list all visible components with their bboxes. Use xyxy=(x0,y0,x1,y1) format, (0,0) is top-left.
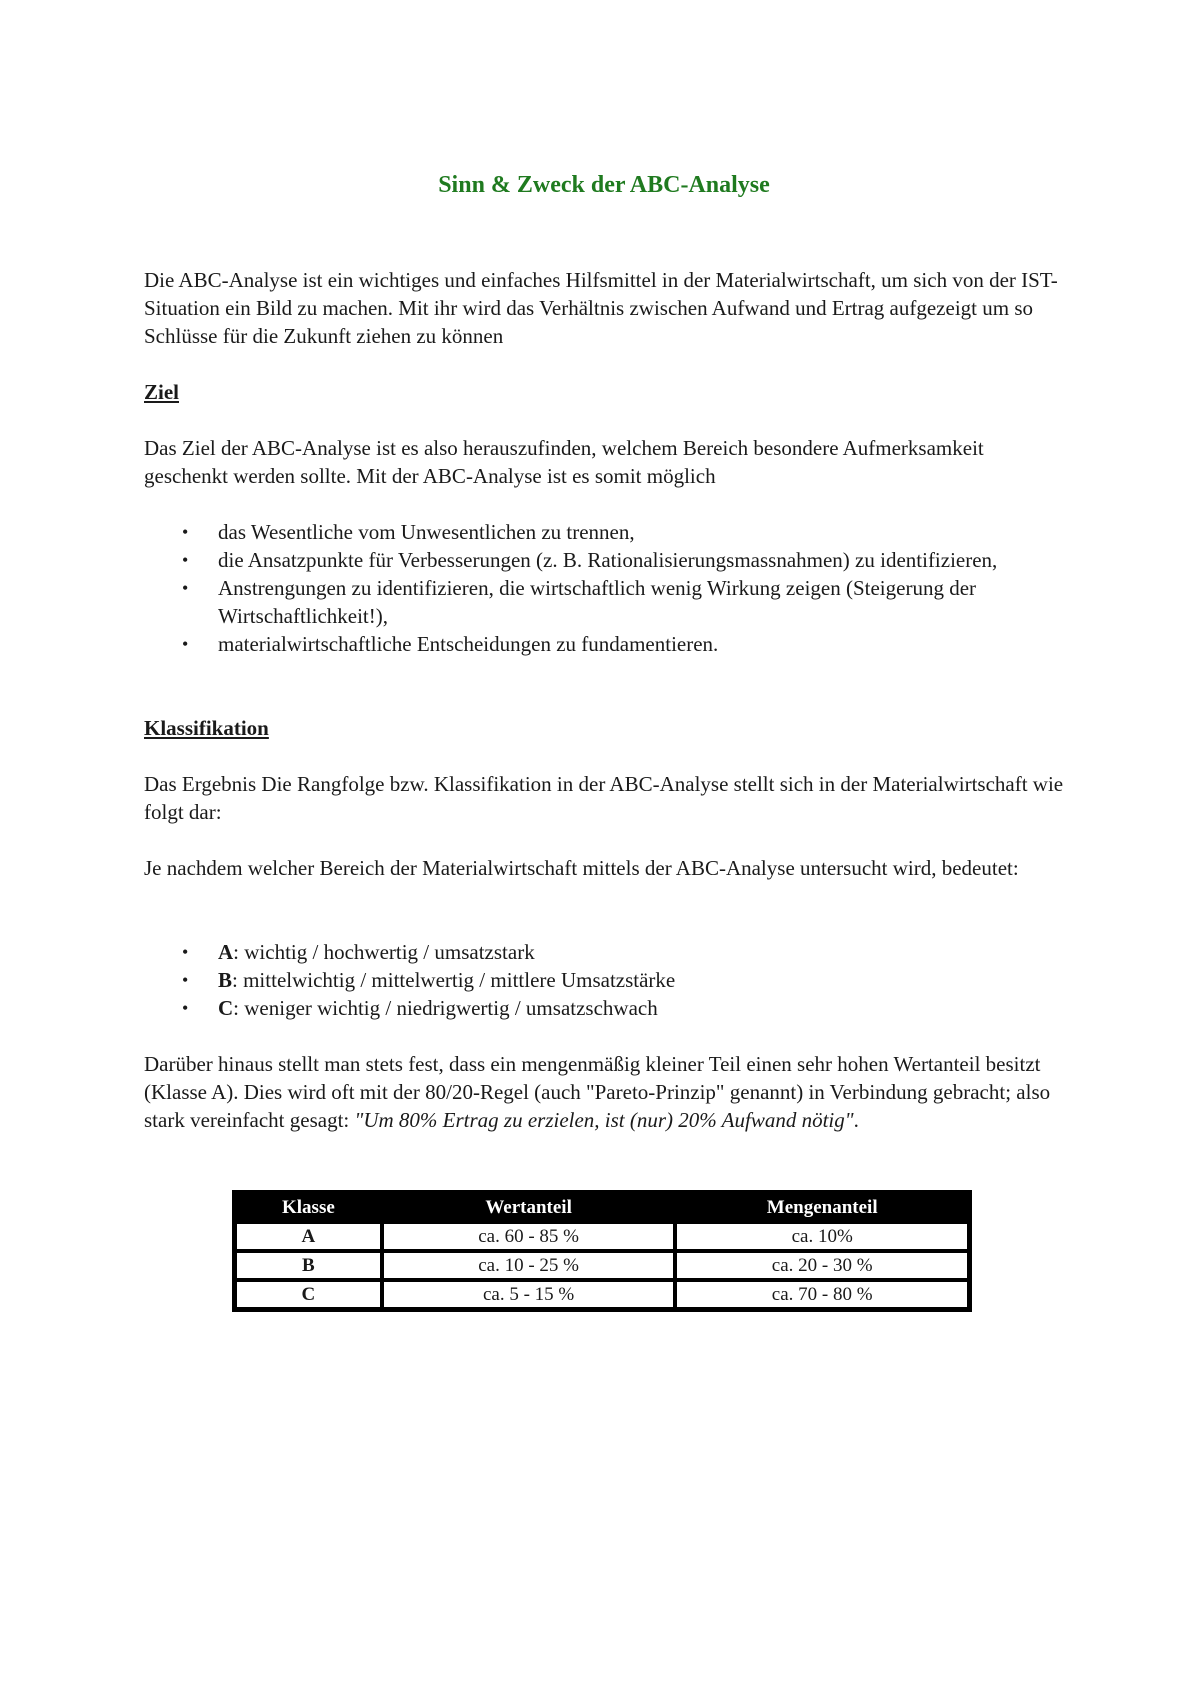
list-item-text: Anstrengungen zu identifizieren, die wirtschaftlich wenig Wirkung zeigen (Steigerung der Wirtschaftlichkeit!), xyxy=(218,576,977,628)
bullet-icon: • xyxy=(182,522,189,542)
list-item xyxy=(144,546,1064,574)
list-item xyxy=(144,994,1064,1022)
table-header-row xyxy=(235,1193,969,1222)
section-heading-klassifikation: Klassifikation xyxy=(144,716,269,740)
table-cell-mengenanteil: ca. 10% xyxy=(675,1222,969,1251)
table-cell-klasse: C xyxy=(235,1280,382,1309)
section-heading-ziel: Ziel xyxy=(144,380,179,404)
pareto-paragraph xyxy=(144,1050,1064,1134)
table-cell-klasse: A xyxy=(235,1222,382,1251)
list-item-text: die Ansatzpunkte für Verbesserungen (z. B. Rationalisierungsmassnahmen) zu identifizieren, xyxy=(218,548,998,572)
class-description: : wichtig / hochwertig / umsatzstark xyxy=(233,940,535,964)
table-header-wertanteil: Wertanteil xyxy=(382,1193,676,1222)
abc-table xyxy=(232,1190,972,1312)
pareto-end: . xyxy=(853,1108,859,1132)
pareto-text: Darüber hinaus stellt man stets fest, dass ein mengenmäßig kleiner Teil einen sehr hohen Wertanteil besitzt (Klasse A). Dies wird oft mit der 80/20-Regel (auch "Pareto-Prinzip" genannt) in Verbindung gebracht; also stark vereinfacht gesagt: xyxy=(144,1052,1051,1132)
table-cell-mengenanteil: ca. 70 - 80 % xyxy=(675,1280,969,1309)
table-row xyxy=(235,1251,969,1280)
document-title: Sinn & Zweck der ABC-Analyse xyxy=(438,172,770,198)
list-item-text: materialwirtschaftliche Entscheidungen zu fundamentieren. xyxy=(218,632,719,656)
list-item xyxy=(144,966,1064,994)
ziel-paragraph: Das Ziel der ABC-Analyse ist es also herauszufinden, welchem Bereich besondere Aufmerksamkeit geschenkt werden sollte. Mit der ABC-Analyse ist es somit möglich xyxy=(144,436,984,488)
class-key: C xyxy=(218,996,234,1020)
klassifikation-paragraph-2: Je nachdem welcher Bereich der Materialwirtschaft mittels der ABC-Analyse untersucht wird, bedeutet: xyxy=(144,856,1019,880)
intro-paragraph: Die ABC-Analyse ist ein wichtiges und einfaches Hilfsmittel in der Materialwirtschaft, um sich von der IST-Situation ein Bild zu machen. Mit ihr wird das Verhältnis zwischen Aufwand und Ertrag aufgezeigt um so Schlüsse für die Zukunft ziehen zu können xyxy=(144,268,1058,348)
list-item xyxy=(144,630,1064,658)
bullet-icon: • xyxy=(182,942,189,962)
table-cell-wertanteil: ca. 60 - 85 % xyxy=(382,1222,676,1251)
bullet-icon: • xyxy=(182,998,189,1018)
table-cell-wertanteil: ca. 5 - 15 % xyxy=(382,1280,676,1309)
list-item xyxy=(144,938,1064,966)
list-item-text: das Wesentliche vom Unwesentlichen zu trennen, xyxy=(218,520,635,544)
table-header-mengenanteil: Mengenanteil xyxy=(675,1193,969,1222)
table-cell-mengenanteil: ca. 20 - 30 % xyxy=(675,1251,969,1280)
pareto-quote: "Um 80% Ertrag zu erzielen, ist (nur) 20% Aufwand nötig" xyxy=(354,1108,854,1132)
bullet-icon: • xyxy=(182,970,189,990)
class-key: B xyxy=(218,968,233,992)
table-row xyxy=(235,1280,969,1309)
ziel-list xyxy=(144,518,1064,658)
bullet-icon: • xyxy=(182,550,189,570)
class-description: : weniger wichtig / niedrigwertig / umsatzschwach xyxy=(233,996,658,1020)
class-key: A xyxy=(218,940,234,964)
bullet-icon: • xyxy=(182,578,189,598)
klassifikation-list xyxy=(144,938,1064,1022)
klassifikation-paragraph-1: Das Ergebnis Die Rangfolge bzw. Klassifikation in der ABC-Analyse stellt sich in der Materialwirtschaft wie folgt dar: xyxy=(144,772,1064,824)
list-item xyxy=(144,518,1064,546)
table-cell-wertanteil: ca. 10 - 25 % xyxy=(382,1251,676,1280)
table-header-klasse: Klasse xyxy=(235,1193,382,1222)
table-cell-klasse: B xyxy=(235,1251,382,1280)
class-description: : mittelwichtig / mittelwertig / mittlere Umsatzstärke xyxy=(232,968,676,992)
list-item xyxy=(144,574,1064,630)
bullet-icon: • xyxy=(182,634,189,654)
table-row xyxy=(235,1222,969,1251)
